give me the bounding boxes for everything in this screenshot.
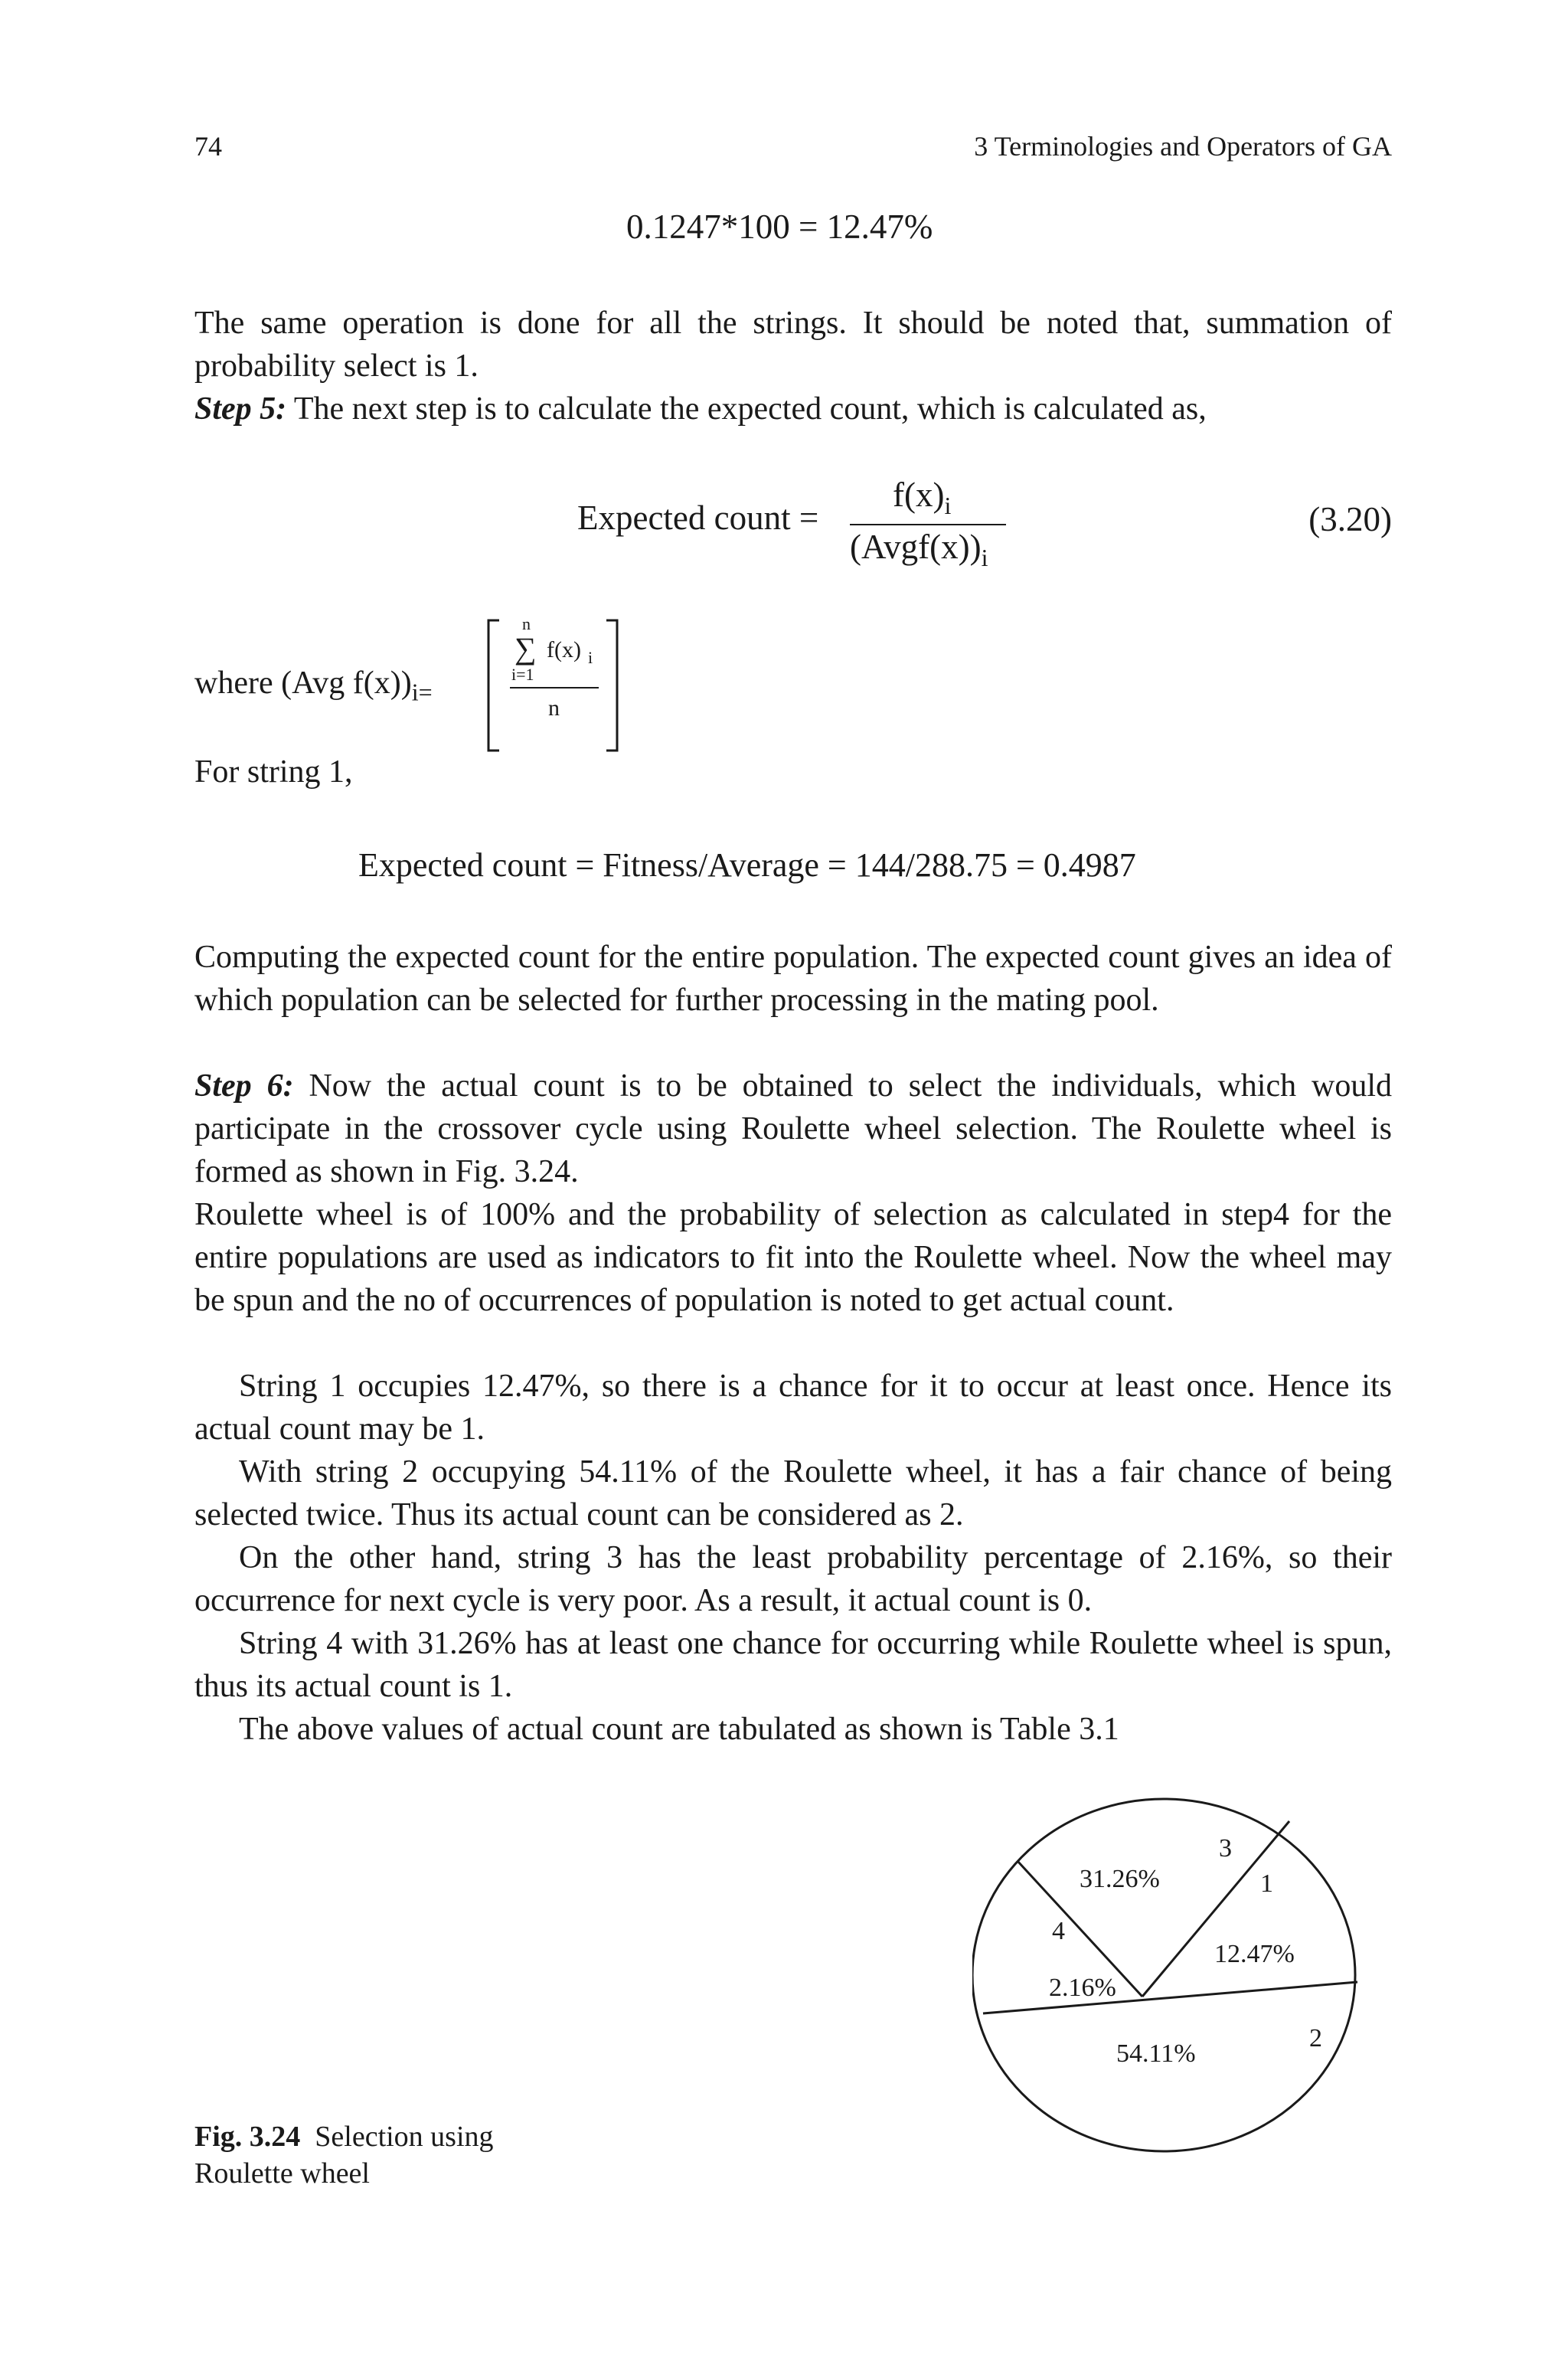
label-string-4: 4 <box>1052 1917 1065 1945</box>
caption-label: Fig. 3.24 <box>194 2121 301 2153</box>
running-title: 3 Terminologies and Operators of GA <box>974 131 1392 162</box>
eq320-number: (3.20) <box>1308 500 1392 538</box>
paragraph-computing: Computing the expected count for the entire population. The expected count gives an idea of which population can be selected for further processing in the mating pool. <box>194 940 1392 1018</box>
paragraph-roulette: Roulette wheel is of 100% and the probability of selection as calculated in step4 for the entire populations are used as indicators to fit into the Roulette wheel. Now the wheel may be spun and the no of occurrences of population is noted to get actual count. <box>194 1197 1392 1318</box>
average-denominator: n <box>548 695 560 721</box>
paragraph-step5 <box>194 388 1392 430</box>
where-lhs <box>194 665 433 706</box>
label-string-2: 2 <box>1309 2024 1322 2052</box>
figure-caption <box>194 2118 494 2192</box>
label-percent-12: 12.47% <box>1214 1940 1295 1968</box>
paragraph-string2: With string 2 occupying 54.11% of the Roulette wheel, it has a fair chance of being selected twice. Thus its actual count can be considered as 2. <box>194 1454 1392 1532</box>
where-lhs-text: where (Avg f(x)) <box>194 666 412 701</box>
sum-term-sub: i <box>588 648 593 667</box>
label-percent-54: 54.11% <box>1116 2039 1196 2068</box>
eq320-denominator-sub: i <box>981 544 988 571</box>
eq320-lhs: Expected count = <box>577 499 819 537</box>
caption-text: Selection using <box>300 2121 494 2153</box>
step6-label: Step 6: <box>194 1068 294 1104</box>
page-number: 74 <box>194 131 222 162</box>
divider-string3 <box>1142 1821 1289 1997</box>
caption-line1 <box>194 2118 494 2155</box>
eq320-numerator-text: f(x) <box>893 476 945 514</box>
left-bracket <box>488 620 499 751</box>
roulette-wheel-figure <box>972 1777 1401 2160</box>
sum-lower-limit: i=1 <box>511 665 534 684</box>
paragraph-step6 <box>194 1065 1392 1193</box>
label-percent-2: 2.16% <box>1049 1974 1116 2002</box>
label-string-1: 1 <box>1260 1869 1273 1898</box>
roulette-wheel-circle <box>972 1799 1355 2151</box>
step6-text: Now the actual count is to be obtained to select the individuals, which would participate in the crossover cycle using Roulette wheel selection. The Roulette wheel is formed as shown in Fig. 3.24. <box>194 1068 1393 1189</box>
paragraph-string4: String 4 with 31.26% has at least one chance for occurring while Roulette wheel is spun, thus its actual count is 1. <box>194 1626 1392 1704</box>
divider-string2 <box>983 1982 1357 2013</box>
paragraph-summation: The same operation is done for all the strings. It should be noted that, summation of probability select is 1. <box>194 306 1392 384</box>
caption-line2: Roulette wheel <box>194 2157 370 2190</box>
sum-symbol: ∑ <box>514 631 537 666</box>
sum-term: f(x) <box>547 637 581 662</box>
label-string-3: 3 <box>1219 1834 1232 1863</box>
equation-percentage <box>626 207 933 247</box>
paragraph-table-ref: The above values of actual count are tabulated as shown is Table 3.1 <box>239 1712 1119 1747</box>
step5-text: The next step is to calculate the expected count, which is calculated as, <box>286 391 1207 427</box>
eq320-numerator <box>893 475 951 520</box>
average-bracket-block <box>481 613 626 758</box>
step5-label: Step 5: <box>194 391 287 427</box>
paragraph-string1: String 1 occupies 12.47%, so there is a chance for it to occur at least once. Hence its actual count may be 1. <box>194 1369 1392 1447</box>
equation-percentage-text: 0.1247*100 = 12.47% <box>626 208 933 246</box>
label-percent-31: 31.26% <box>1080 1865 1160 1893</box>
eq320-fraction-bar <box>850 524 1006 525</box>
right-bracket <box>606 620 617 751</box>
where-lhs-sub: i= <box>411 678 433 706</box>
eq320-denominator <box>850 527 988 572</box>
sum-upper-limit: n <box>522 614 531 633</box>
eq320-denominator-text: (Avgf(x)) <box>850 528 982 566</box>
for-string-1: For string 1, <box>194 754 353 790</box>
equation-expected-count: Expected count = Fitness/Average = 144/288.75 = 0.4987 <box>358 846 1136 884</box>
paragraph-string3: On the other hand, string 3 has the least probability percentage of 2.16%, so their occurrence for next cycle is very poor. As a result, it actual count is 0. <box>194 1540 1392 1618</box>
eq320-numerator-sub: i <box>944 492 952 519</box>
